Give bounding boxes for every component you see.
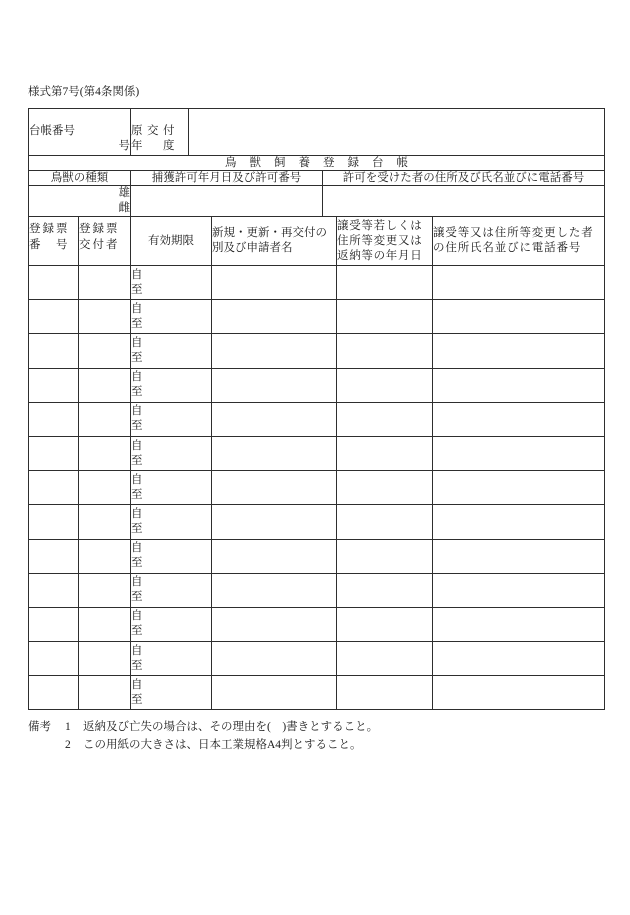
validity-to-label: 至 [131,693,143,706]
registration-issuer-cell [79,676,131,710]
registration-issuer-cell [79,334,131,368]
registration-issuer-cell [79,539,131,573]
registration-issuer-cell [79,505,131,539]
validity-to-label: 至 [131,283,143,296]
application-type-cell [212,300,337,334]
col-header-line: 別及び申請者名 [212,242,293,254]
note-item [65,736,378,754]
col-header-line: 新規・更新・再交付の [212,227,327,239]
transfer-date-cell [337,436,433,470]
validity-from-label: 自 [131,576,143,589]
transferee-cell [433,300,605,334]
note-number: 1 [65,721,71,733]
ledger-title-cell [29,156,605,171]
application-type-cell [212,573,337,607]
validity-period-cell [131,539,212,573]
col-header-line: 返納等の年月日 [337,249,423,262]
validity-period-cell [131,573,212,607]
validity-from-label: 自 [131,268,143,281]
transferee-cell [433,573,605,607]
col-header-line: 番号 [29,239,83,251]
table-row [29,539,605,573]
registration-number-cell [29,676,79,710]
col-header-line: 譲受等若しくは [337,219,423,232]
transfer-date-cell [337,607,433,641]
permittee-label: 許可を受けた者の住所及び氏名並びに電話番号 [323,171,605,186]
registration-number-cell [29,368,79,402]
validity-from-label: 自 [131,302,143,315]
validity-period-cell [131,368,212,402]
registration-number-cell [29,642,79,676]
validity-to-label: 至 [131,420,143,433]
ledger-column-header-row [29,217,605,266]
table-row [29,505,605,539]
transfer-date-cell [337,368,433,402]
validity-from-label: 自 [131,336,143,349]
validity-to-label: 至 [131,454,143,467]
validity-from-label: 自 [131,405,143,418]
registration-number-cell [29,471,79,505]
validity-from-label: 自 [131,371,143,384]
transferee-cell [433,607,605,641]
validity-to-label: 至 [131,386,143,399]
validity-period-cell [131,402,212,436]
application-type-cell [212,471,337,505]
registration-number-cell [29,436,79,470]
transferee-cell [433,334,605,368]
validity-period-cell [131,676,212,710]
validity-to-label: 至 [131,351,143,364]
registration-issuer-cell [79,402,131,436]
ledger-number-label: 台帳番号 [29,125,75,137]
species-header-row [29,171,605,186]
notes-heading: 備考 [28,721,51,733]
notes-section [28,718,378,754]
transferee-cell [433,436,605,470]
registration-issuer-cell [79,300,131,334]
transferee-cell [433,505,605,539]
capture-permit-value-cell [131,186,323,217]
col-header-line: 譲受等又は住所等変更した者 [433,227,594,239]
transferee-cell [433,676,605,710]
transfer-date-cell [337,402,433,436]
female-label: 雌 [118,202,130,214]
application-type-cell [212,368,337,402]
application-type-cell [212,505,337,539]
col-header-transferee [433,217,605,266]
validity-from-label: 自 [131,439,143,452]
col-header-line: 住所等変更又は [337,234,423,247]
validity-period-cell [131,334,212,368]
application-type-cell [212,539,337,573]
registration-issuer-cell [79,573,131,607]
registration-number-cell [29,607,79,641]
validity-period-cell [131,642,212,676]
transfer-date-cell [337,334,433,368]
table-row [29,676,605,710]
original-issue-year-value-cell [189,109,605,156]
ledger-number-suffix: 号 [118,140,130,152]
validity-to-label: 至 [131,591,143,604]
species-label: 鳥獣の種類 [29,171,131,186]
col-header-transfer-date [337,217,433,266]
validity-from-label: 自 [131,644,143,657]
transferee-cell [433,266,605,300]
transferee-cell [433,539,605,573]
registration-number-cell [29,402,79,436]
table-row [29,471,605,505]
table-row [29,368,605,402]
registration-number-cell [29,300,79,334]
validity-to-label: 至 [131,557,143,570]
note-text: この用紙の大きさは、日本工業規格A4判とすること。 [83,739,362,751]
registration-issuer-cell [79,607,131,641]
col-header-registration-number [29,217,83,266]
table-row [29,607,605,641]
application-type-cell [212,607,337,641]
registration-issuer-cell [79,436,131,470]
col-header-application-type [212,217,337,266]
transfer-date-cell [337,266,433,300]
transferee-cell [433,642,605,676]
registration-number-cell [29,505,79,539]
transferee-cell [433,471,605,505]
validity-from-label: 自 [131,542,143,555]
validity-period-cell [131,607,212,641]
form-number-label: 様式第7号(第4条関係) [28,86,140,98]
application-type-cell [212,436,337,470]
registration-number-cell [29,539,79,573]
ledger-number-row [29,109,605,156]
registration-number-cell [29,573,79,607]
col-header-line: 交付者 [79,239,120,251]
transferee-cell [433,368,605,402]
ledger-table [28,108,605,710]
permittee-value-cell [323,186,605,217]
transfer-date-cell [337,539,433,573]
original-issue-year-cell [131,109,195,156]
registration-issuer-cell [79,642,131,676]
validity-period-cell [131,300,212,334]
transfer-date-cell [337,300,433,334]
table-row [29,266,605,300]
application-type-cell [212,676,337,710]
sex-cell [29,186,131,217]
validity-to-label: 至 [131,488,143,501]
transfer-date-cell [337,471,433,505]
col-header-line: 登録票 [29,223,70,235]
table-row [29,300,605,334]
application-type-cell [212,402,337,436]
note-text: 返納及び亡失の場合は、その理由を( )書きとすること。 [83,721,379,733]
validity-to-label: 至 [131,625,143,638]
registration-number-cell [29,334,79,368]
capture-permit-label: 捕獲許可年月日及び許可番号 [131,171,323,186]
note-item [65,718,378,736]
transferee-cell [433,402,605,436]
registration-number-cell [29,266,79,300]
male-label: 雄 [118,187,130,199]
fiscal-year-label: 年度 [131,140,195,152]
validity-from-label: 自 [131,678,143,691]
validity-from-label: 自 [131,473,143,486]
validity-period-cell [131,505,212,539]
validity-to-label: 至 [131,317,143,330]
validity-to-label: 至 [131,522,143,535]
registration-issuer-cell [79,368,131,402]
table-row [29,334,605,368]
title-row [29,156,605,171]
registration-issuer-cell [79,471,131,505]
validity-from-label: 自 [131,507,143,520]
application-type-cell [212,334,337,368]
species-value-row [29,186,605,217]
validity-period-cell [131,471,212,505]
transfer-date-cell [337,642,433,676]
table-row [29,573,605,607]
table-row [29,642,605,676]
ledger-number-cell [29,109,131,156]
col-header-validity-period: 有効期限 [131,217,212,266]
table-row [29,436,605,470]
registration-ledger [28,108,604,710]
col-header-registration-issuer [79,217,131,266]
col-header-line: の住所氏名並びに電話番号 [433,242,582,254]
validity-period-cell [131,266,212,300]
registration-issuer-cell [79,266,131,300]
transfer-date-cell [337,676,433,710]
notes-list [65,718,378,754]
ledger-title: 鳥獣飼養登録台帳 [225,157,422,169]
validity-from-label: 自 [131,610,143,623]
validity-to-label: 至 [131,659,143,672]
validity-period-cell [131,436,212,470]
transfer-date-cell [337,505,433,539]
application-type-cell [212,642,337,676]
application-type-cell [212,266,337,300]
table-row [29,402,605,436]
transfer-date-cell [337,573,433,607]
original-issue-label: 原交付 [131,125,179,137]
col-header-line: 登録票 [79,223,120,235]
note-number: 2 [65,739,71,751]
